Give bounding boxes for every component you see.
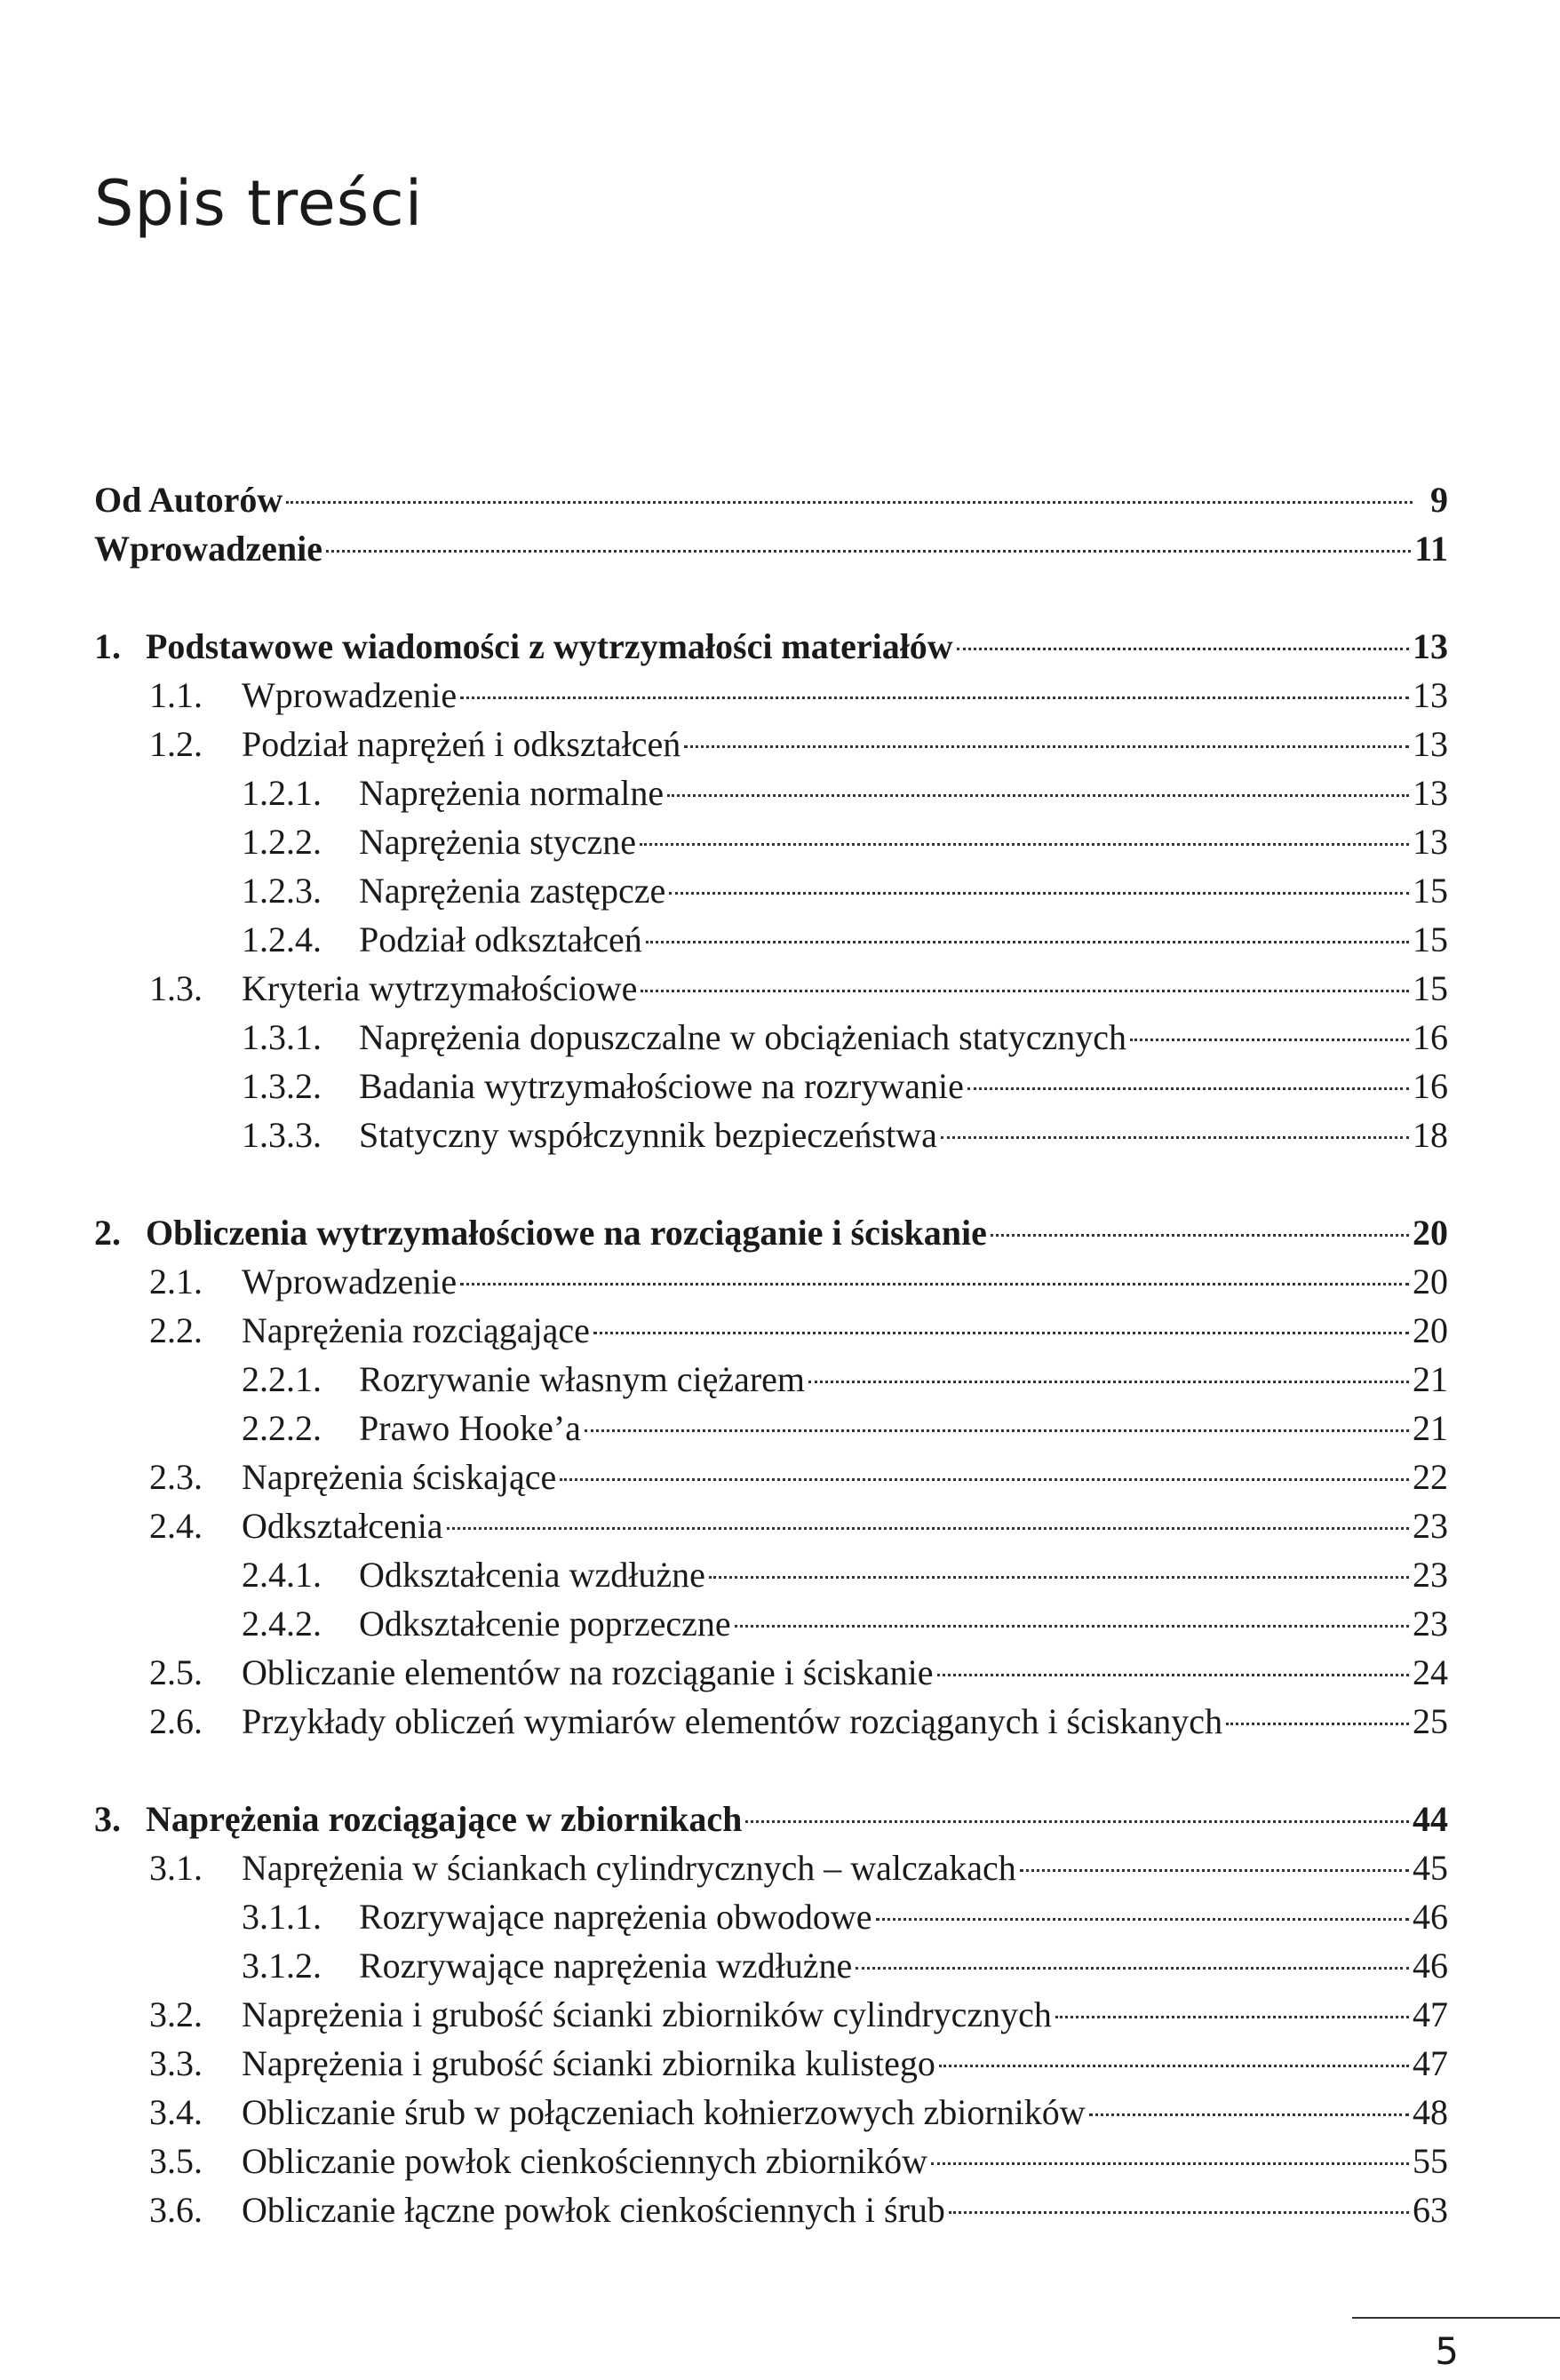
toc-subsection[interactable] [94, 866, 1448, 915]
toc-entry-number: 3.2. [149, 1994, 203, 2034]
toc-section[interactable] [94, 1697, 1448, 1746]
section-gap [94, 1746, 1448, 1795]
toc-chapter[interactable] [94, 1795, 1448, 1843]
toc-entry-number: 2.5. [149, 1652, 203, 1692]
toc-entry-number: 3.1.2. [242, 1946, 322, 1986]
toc-entry-number: 1.2.4. [242, 919, 322, 959]
toc-section[interactable] [94, 2185, 1448, 2234]
dot-leader [1226, 1723, 1409, 1725]
toc-subsection[interactable] [94, 1550, 1448, 1599]
toc-entry-page: 63 [1413, 2190, 1448, 2230]
toc-section[interactable] [94, 964, 1448, 1013]
toc-entry-page: 23 [1413, 1506, 1448, 1546]
toc-entry-number: 1.2.3. [242, 871, 322, 911]
toc-section[interactable] [94, 720, 1448, 768]
dot-leader [669, 892, 1409, 895]
dot-leader [646, 941, 1409, 943]
toc-entry-number: 2.6. [149, 1701, 203, 1741]
toc-subsection[interactable] [94, 1941, 1448, 1990]
toc-entry-title: Podział naprężeń i odkształceń [242, 724, 681, 764]
page-number: 5 [1435, 2329, 1459, 2373]
toc-front-entry[interactable] [94, 524, 1448, 573]
dot-leader [460, 696, 1409, 699]
toc-entry-title: Naprężenia ściskające [242, 1457, 557, 1497]
toc-subsection[interactable] [94, 1599, 1448, 1648]
dot-leader [957, 648, 1409, 650]
toc-entry-number: 3.3. [149, 2043, 203, 2083]
toc-entry-page: 9 [1430, 480, 1448, 520]
toc-subsection[interactable] [94, 1013, 1448, 1062]
toc-subsection[interactable] [94, 1355, 1448, 1404]
toc-entry-title: Prawo Hooke’a [359, 1408, 581, 1448]
toc-entry-title: Naprężenia rozciągające [242, 1310, 590, 1350]
toc-entry-title: Naprężenia i grubość ścianki zbiorników cylindrycznych [242, 1994, 1052, 2034]
toc-section[interactable] [94, 671, 1448, 720]
toc-entry-title: Wprowadzenie [242, 1262, 458, 1301]
dot-leader [937, 1674, 1409, 1676]
toc-chapter[interactable] [94, 1208, 1448, 1257]
dot-leader [641, 990, 1409, 992]
toc-entry-page: 20 [1413, 1262, 1448, 1301]
dot-leader [1089, 2113, 1409, 2116]
toc-entry-title: Obliczanie śrub w połączeniach kołnierzowych zbiorników [242, 2092, 1086, 2132]
toc-subsection[interactable] [94, 768, 1448, 817]
toc-section[interactable] [94, 2088, 1448, 2137]
toc-entry-number: 1.1. [149, 675, 203, 715]
toc-entry-page: 21 [1413, 1408, 1448, 1448]
toc-subsection[interactable] [94, 817, 1448, 866]
dot-leader [856, 1967, 1409, 1970]
toc-entry-number: 2.4.2. [242, 1604, 322, 1644]
toc-entry-page: 15 [1413, 968, 1448, 1008]
toc-section[interactable] [94, 2137, 1448, 2185]
toc-entry-number: 2. [94, 1213, 121, 1253]
toc-entry-page: 21 [1413, 1359, 1448, 1399]
toc-subsection[interactable] [94, 1110, 1448, 1159]
toc-entry-page: 24 [1413, 1652, 1448, 1692]
toc-entry-page: 46 [1413, 1897, 1448, 1937]
toc-entry-title: Wprowadzenie [94, 529, 323, 569]
footer-rule [1352, 2317, 1560, 2319]
dot-leader [684, 745, 1409, 748]
toc-entry-page: 47 [1413, 2043, 1448, 2083]
toc-entry-number: 3.6. [149, 2190, 203, 2230]
dot-leader [560, 1478, 1409, 1481]
toc-entry-title: Naprężenia normalne [359, 773, 665, 813]
toc-entry-number: 3.4. [149, 2092, 203, 2132]
dot-leader [640, 843, 1409, 846]
toc-entry-page: 13 [1413, 626, 1448, 666]
toc-entry-title: Naprężenia i grubość ścianki zbiornika kulistego [242, 2043, 935, 2083]
toc-entry-page: 20 [1413, 1310, 1448, 1350]
toc-entry-title: Kryteria wytrzymałościowe [242, 968, 638, 1008]
dot-leader [1055, 2016, 1409, 2018]
toc-entry-title: Wprowadzenie [242, 675, 458, 715]
toc-entry-title: Odkształcenia [242, 1506, 443, 1546]
toc-section[interactable] [94, 1843, 1448, 1892]
toc-entry-number: 2.4.1. [242, 1555, 322, 1595]
toc-section[interactable] [94, 1648, 1448, 1697]
toc-subsection[interactable] [94, 915, 1448, 964]
toc-subsection[interactable] [94, 1404, 1448, 1453]
toc-entry-page: 16 [1413, 1066, 1448, 1106]
toc-section[interactable] [94, 1453, 1448, 1501]
toc-entry-title: Naprężenia zastępcze [359, 871, 666, 911]
toc-entry-page: 18 [1413, 1115, 1448, 1155]
toc-entry-page: 46 [1413, 1946, 1448, 1986]
dot-leader [991, 1234, 1409, 1237]
toc-entry-number: 1.3. [149, 968, 203, 1008]
toc-entry-page: 48 [1413, 2092, 1448, 2132]
toc-entry-page: 23 [1413, 1604, 1448, 1644]
toc-entry-title: Naprężenia dopuszczalne w obciążeniach statycznych [359, 1017, 1126, 1057]
toc-entry-title: Rozrywające naprężenia obwodowe [359, 1897, 872, 1937]
toc-entry-title: Obliczenia wytrzymałościowe na rozciąganie i ściskanie [146, 1213, 987, 1253]
toc-entry-title: Od Autorów [94, 480, 283, 520]
toc-entry-title: Przykłady obliczeń wymiarów elementów rozciąganych i ściskanych [242, 1701, 1223, 1741]
toc-entry-number: 2.3. [149, 1457, 203, 1497]
toc-entry-page: 15 [1413, 871, 1448, 911]
toc-entry-title: Obliczanie łączne powłok cienkościennych i śrub [242, 2190, 945, 2230]
toc-section[interactable] [94, 1501, 1448, 1550]
toc-entry-number: 1.3.2. [242, 1066, 322, 1106]
toc-entry-page: 25 [1413, 1701, 1448, 1741]
toc-entry-page: 55 [1413, 2141, 1448, 2181]
toc-entry-page: 20 [1413, 1213, 1448, 1253]
toc-entry-title: Odkształcenie poprzeczne [359, 1604, 731, 1644]
toc-entry-number: 2.1. [149, 1262, 203, 1301]
toc-entry-title: Badania wytrzymałościowe na rozrywanie [359, 1066, 964, 1106]
toc-entry-title: Odkształcenia wzdłużne [359, 1555, 705, 1595]
dot-leader [876, 1918, 1410, 1921]
dot-leader [735, 1625, 1409, 1628]
toc-entry-page: 44 [1413, 1799, 1448, 1839]
toc-section[interactable] [94, 2039, 1448, 2088]
dot-leader [949, 2211, 1409, 2214]
toc-entry-number: 2.2.1. [242, 1359, 322, 1399]
toc-entry-page: 23 [1413, 1555, 1448, 1595]
toc-entry-title: Podział odkształceń [359, 919, 642, 959]
toc-entry-title: Naprężenia w ściankach cylindrycznych – walczakach [242, 1848, 1016, 1888]
dot-leader [585, 1429, 1409, 1432]
toc-entry-title: Naprężenia styczne [359, 822, 637, 862]
toc-entry-title: Obliczanie elementów na rozciąganie i ściskanie [242, 1652, 934, 1692]
toc-entry-page: 47 [1413, 1994, 1448, 2034]
dot-leader [967, 1087, 1409, 1090]
dot-leader [745, 1820, 1409, 1823]
dot-leader [326, 550, 1411, 553]
toc-subsection[interactable] [94, 1892, 1448, 1941]
dot-leader [667, 794, 1409, 797]
toc-entry-page: 13 [1413, 724, 1448, 764]
toc-entry-number: 1.2.2. [242, 822, 322, 862]
dot-leader [1130, 1039, 1409, 1041]
toc-entry-title: Statyczny współczynnik bezpieczeństwa [359, 1115, 937, 1155]
toc-entry-title: Naprężenia rozciągające w zbiornikach [146, 1799, 743, 1839]
dot-leader [939, 2065, 1409, 2067]
toc-entry-page: 16 [1413, 1017, 1448, 1057]
dot-leader [808, 1381, 1409, 1383]
dot-leader [286, 501, 1413, 504]
dot-leader [709, 1576, 1409, 1579]
toc-entry-page: 15 [1413, 919, 1448, 959]
dot-leader [447, 1527, 1409, 1530]
dot-leader [931, 2162, 1409, 2165]
toc-entry-number: 3. [94, 1799, 121, 1839]
toc-entry-number: 1.2.1. [242, 773, 322, 813]
toc-entry-number: 2.2.2. [242, 1408, 322, 1448]
toc-entry-page: 13 [1413, 773, 1448, 813]
toc-entry-title: Obliczanie powłok cienkościennych zbiorników [242, 2141, 927, 2181]
toc-section[interactable] [94, 1306, 1448, 1355]
toc-entry-page: 45 [1413, 1848, 1448, 1888]
toc-section[interactable] [94, 1990, 1448, 2039]
section-gap [94, 573, 1448, 622]
toc-entry-title: Rozrywające naprężenia wzdłużne [359, 1946, 853, 1986]
toc-entry-number: 2.4. [149, 1506, 203, 1546]
toc-entry-title: Rozrywanie własnym ciężarem [359, 1359, 806, 1399]
toc-entry-page: 22 [1413, 1457, 1448, 1497]
toc-entry-page: 13 [1413, 822, 1448, 862]
toc-entry-title: Podstawowe wiadomości z wytrzymałości materiałów [146, 626, 953, 666]
table-of-contents [94, 475, 1448, 2234]
toc-entry-page: 13 [1413, 675, 1448, 715]
toc-front-entry[interactable] [94, 475, 1448, 524]
toc-entry-number: 1.3.3. [242, 1115, 322, 1155]
section-gap [94, 1159, 1448, 1208]
dot-leader [593, 1332, 1409, 1334]
toc-entry-number: 3.1.1. [242, 1897, 322, 1937]
dot-leader [460, 1283, 1409, 1286]
toc-section[interactable] [94, 1257, 1448, 1306]
toc-entry-page: 11 [1414, 529, 1448, 569]
dot-leader [1020, 1869, 1409, 1872]
toc-chapter[interactable] [94, 622, 1448, 671]
toc-entry-number: 3.5. [149, 2141, 203, 2181]
toc-subsection[interactable] [94, 1062, 1448, 1110]
page-title: Spis treści [94, 167, 424, 240]
dot-leader [941, 1136, 1409, 1139]
toc-entry-number: 1.3.1. [242, 1017, 322, 1057]
toc-entry-number: 1.2. [149, 724, 203, 764]
toc-entry-number: 1. [94, 626, 121, 666]
toc-entry-number: 3.1. [149, 1848, 203, 1888]
toc-entry-number: 2.2. [149, 1310, 203, 1350]
